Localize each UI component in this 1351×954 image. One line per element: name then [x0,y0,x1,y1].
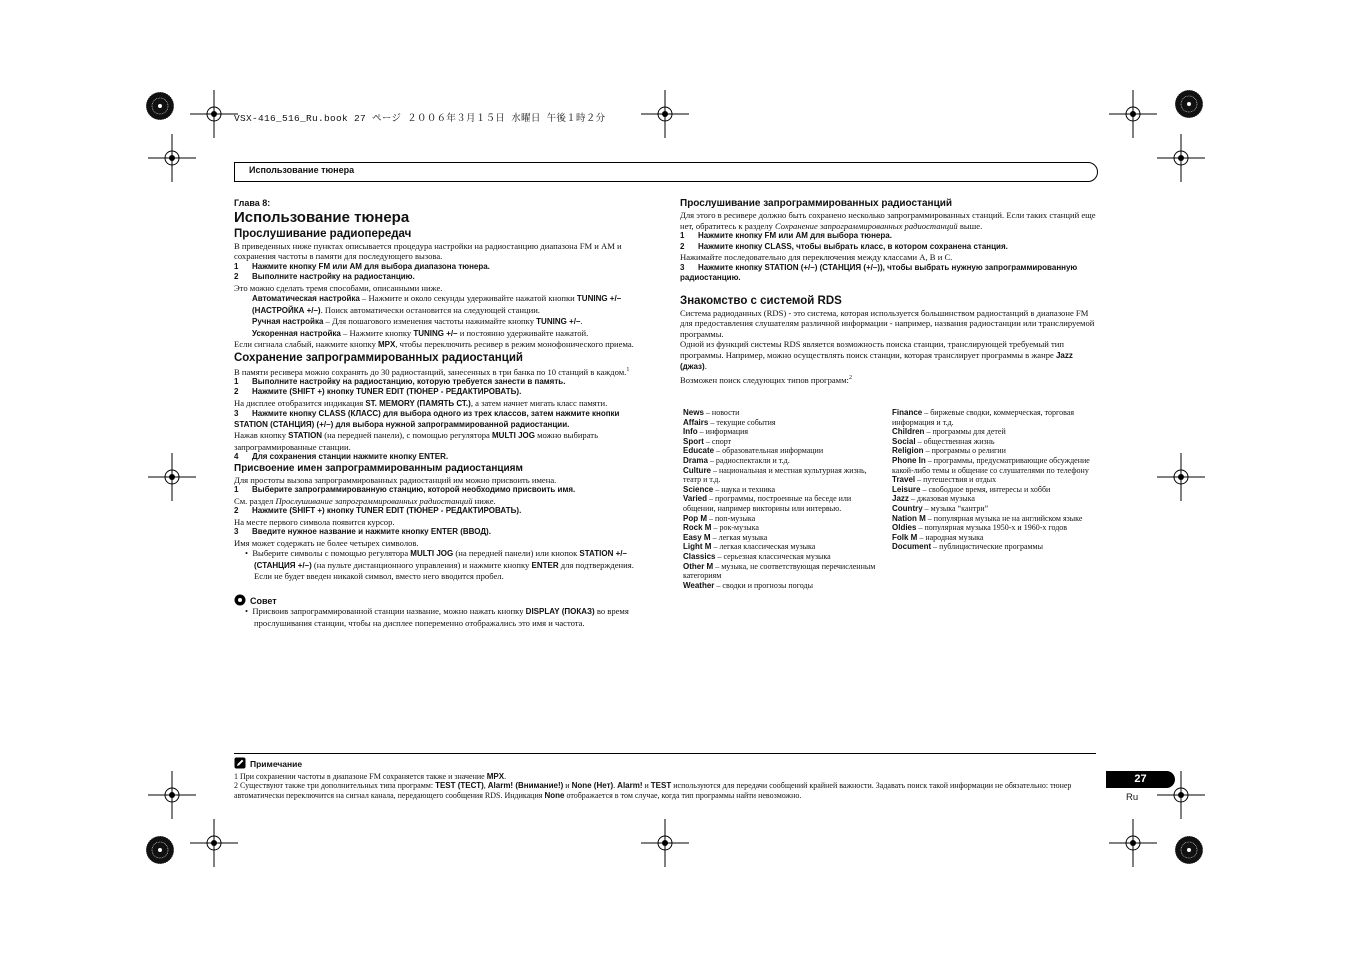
note-pencil-icon [234,757,246,769]
running-header [234,162,1098,182]
paragraph: Возможен поиск следующих типов программ:$^2$ [680,374,852,385]
step: 2 Нажмите кнопку CLASS, чтобы выбрать класс, в котором сохранена станция. [680,241,1008,251]
genre-item: Nation M – популярная музыка не на английском языке [892,513,1083,523]
section-heading: Сохранение запрограммированных радиостанций [234,351,523,364]
genre-item: Other M – музыка, не соответствующая перечисленным категориям [683,561,876,581]
paragraph: Нажав кнопку STATION (на передней панели), с помощью регулятора MULTI JOG можно выбирать запрограммированные станции. [234,430,598,452]
crosshair-mark-icon [190,819,238,867]
footnote-2: 2 Существуют также три дополнительных типа программ: TEST (ТЕСТ), Alarm! (Внимание!) и None (Нет). Alarm! и TEST используются для передачи сообщений крайней важности. Задавать поиск такой информации не обязательно: тюнер автоматически переключится на сигнал канала, передающего сообщения RDS. Индикация None отображается в том случае, когда тип программы найти невозможно. [234,781,1072,800]
genre-item: Children – программы для детей [892,427,1006,437]
genre-item: Folk M – народная музыка [892,532,984,542]
page-number: 27 [1106,771,1175,788]
paragraph: Для этого в ресивере должно быть сохранено несколько запрограммированных станций. Если таких станций еще нет, обратитесь к разделу Сохранение запрограммированных радиостанций выше. [680,210,1096,231]
step: 1 Выполните настройку на радиостанцию, которую требуется занести в память. [234,376,566,386]
crosshair-mark-icon [641,90,689,138]
tuning-method-manual: Ручная настройка – Для пошагового изменения частоты нажимайте кнопку TUNING +/–. [252,316,583,326]
crosshair-mark-icon [1109,90,1157,138]
step: 3 Нажмите кнопку CLASS (КЛАСС) для выбора одного из трех классов, затем нажмите кнопки STATION (СТАНЦИЯ) (+/–) для выбора нужной запрограммированной радиостанции. [234,409,620,429]
genre-item: Document – публицистические программы [892,542,1043,552]
footnote-divider [234,753,1096,754]
crosshair-mark-icon [148,453,196,501]
genre-item: Weather – сводки и прогнозы погоды [683,580,813,590]
crosshair-mark-icon [641,819,689,867]
language-code: Ru [1126,792,1139,803]
step: 1 Нажмите кнопку FM или AM для выбора тюнера. [680,231,892,240]
genre-item: Drama – радиоспектакли и т.д. [683,455,790,465]
paragraph: В памяти ресивера можно сохранять до 30 радиостанций, занесенных в три банка по 10 станций в каждом.$^1$ [234,366,630,377]
genre-item: Info – информация [683,427,749,437]
tip-heading: Совет [234,594,651,607]
step: 2 Нажмите (SHIFT +) кнопку TUNER EDIT (ТЮНЕР - РЕДАКТИРОВАТЬ). [234,506,522,516]
running-header-title: Использование тюнера [249,165,355,175]
tip-bullet: • Присвоив запрограммированной станции название, можно нажать кнопку DISPLAY (ПОКАЗ) во время прослушивания станции, чтобы на дисплее попеременно отображались это имя и частота. [245,606,629,628]
note-heading: Примечание [234,757,1096,770]
genre-item: Affairs – текущие события [683,417,776,427]
section-heading: Прослушивание радиопередач [234,227,412,240]
step: 3 Введите нужное название и нажмите кнопку ENTER (ВВОД). [234,527,491,537]
genre-item: Easy M – легкая музыка [683,532,768,542]
paragraph: Система радиоданных (RDS) - это система, которая используется большинством радиостанций в диапазоне FM для предоставления слушателям различной информации - например, названия радиостанции или транслируемой программы. [680,307,1095,339]
crosshair-mark-icon [1157,453,1205,501]
chapter-label: Глава 8: [234,198,271,208]
genre-item: Oldies – популярная музыка 1950-х и 1960-х годов [892,523,1068,533]
paragraph: Имя может содержать не более четырех символов. [234,537,419,548]
crosshair-mark-icon [190,90,238,138]
genre-item: Social – общественная жизнь [892,436,995,446]
paragraph: На месте первого символа появится курсор. [234,516,395,527]
genre-item: Leisure – свободное время, интересы и хобби [892,484,1051,494]
bullet-item: • Выберите символы с помощью регулятора MULTI JOG (на передней панели) или кнопок STATION +/– (СТАНЦИЯ +/–) (на пульте дистанционного управления) и нажмите кнопку ENTER для подтверждения. Если не будет введен никакой символ, вместо него вводится пробел. [245,548,634,582]
section-heading: Знакомство с системой RDS [680,294,842,307]
genre-item: Phone In – программы, предусматривающие обсуждение какой-либо темы и общение со слушателями по телефону [892,455,1090,475]
star-target-mark-icon [1175,90,1203,118]
genre-item: Finance – биржевые сводки, коммерческая, торговая информация и т.д. [892,408,1075,427]
star-target-mark-icon [146,836,174,864]
genre-list-right [892,408,1098,552]
book-file-line: VSX-416_516_Ru.book 27 ページ ２００６年３月１５日 水曜日 午後１時２分 [234,113,606,124]
tip-gear-icon [234,594,246,606]
genre-item: Culture – национальная и местная культурная жизнь, театр и т.д. [683,465,867,485]
genre-item: Travel – путешествия и отдых [892,475,997,485]
crosshair-mark-icon [148,134,196,182]
step: 2 Выполните настройку на радиостанцию. [234,272,415,281]
right-column [680,198,1098,385]
star-target-mark-icon [146,92,174,120]
paragraph: В приведенных ниже пунктах описывается процедура настройки на радиостанцию диапазона FM и AM и сохранения частоты в памяти для последующего вызова. [234,240,622,261]
tuning-method-fast: Ускоренная настройка – Нажмите кнопку TUNING +/– и постоянно удерживайте нажатой. [252,327,589,338]
left-column [234,198,651,628]
paragraph: Нажимайте последовательно для переключения между классами A, B и C. [680,252,953,262]
genre-item: Sport – спорт [683,436,732,446]
genre-list-left [683,408,883,590]
footnotes [234,756,1096,800]
genre-item: Country – музыка “кантри” [892,503,989,513]
step: 4 Для сохранения станции нажмите кнопку ENTER. [234,452,449,462]
crosshair-mark-icon [1109,819,1157,867]
footnote-1: 1 При сохранении частоты в диапазоне FM сохраняется также и значение MPX. [234,771,507,781]
paragraph: Одной из функций системы RDS является возможность поиска станции, транслирующей требуемый тип программы. Например, можно осуществлять поиск станции, которая транслирует программы в жанре Jazz (джаз). [680,339,1073,371]
genre-item: Educate – образовательная информации [683,446,824,456]
genre-item: News – новости [683,408,740,417]
genre-item: Classics – серьезная классическая музыка [683,551,831,561]
section-heading: Прослушивание запрограммированных радиостанций [680,198,953,209]
section-heading: Присвоение имен запрограммированным радиостанциям [234,462,523,474]
crosshair-mark-icon [148,771,196,819]
genre-item: Science – наука и техника [683,484,776,494]
chapter-title: Использование тюнера [234,208,410,226]
genre-item: Pop M – поп-музыка [683,513,756,523]
crosshair-mark-icon [1157,134,1205,182]
step: 1 Нажмите кнопку FM или AM для выбора диапазона тюнера. [234,261,490,271]
genre-item: Religion – программы о религии [892,446,1006,456]
paragraph: Для простоты вызова запрограммированных радиостанций им можно присвоить имена. [234,474,557,485]
step: 2 Нажмите (SHIFT +) кнопку TUNER EDIT (ТЮНЕР - РЕДАКТИРОВАТЬ). [234,387,522,397]
genre-item: Varied – программы, построенные на беседе или общении, например викторины или интервью. [683,494,852,513]
step: 3 Нажмите кнопку STATION (+/–) (СТАНЦИЯ (+/–)), чтобы выбрать нужную запрограммированную радиостанцию. [680,262,1078,282]
genre-item: Rock M – рок-музыка [683,523,759,533]
genre-item: Jazz – джазовая музыка [892,494,975,504]
step: 1 Выберите запрограммированную станцию, которой необходимо присвоить имя. [234,485,576,495]
tuning-method-auto: Автоматическая настройка – Нажмите и около секунды удерживайте нажатой кнопки TUNING +/– (НАСТРОЙКА +/–). Поиск автоматически остановится на следующей станции. [252,293,622,315]
paragraph: Это можно сделать тремя способами, описанными ниже. [234,282,443,293]
star-target-mark-icon [1175,836,1203,864]
paragraph: Если сигнала слабый, нажмите кнопку MPX, чтобы переключить ресивер в режим монофонического приема. [234,339,634,349]
paragraph: На дисплее отобразится индикация ST. MEMORY (ПАМЯТЬ СТ.), а затем начнет мигать класс памяти. [234,397,608,408]
genre-item: Light M – легкая классическая музыка [683,542,816,552]
paragraph: См. раздел Прослушивание запрограммированных радиостанций ниже. [234,495,496,506]
